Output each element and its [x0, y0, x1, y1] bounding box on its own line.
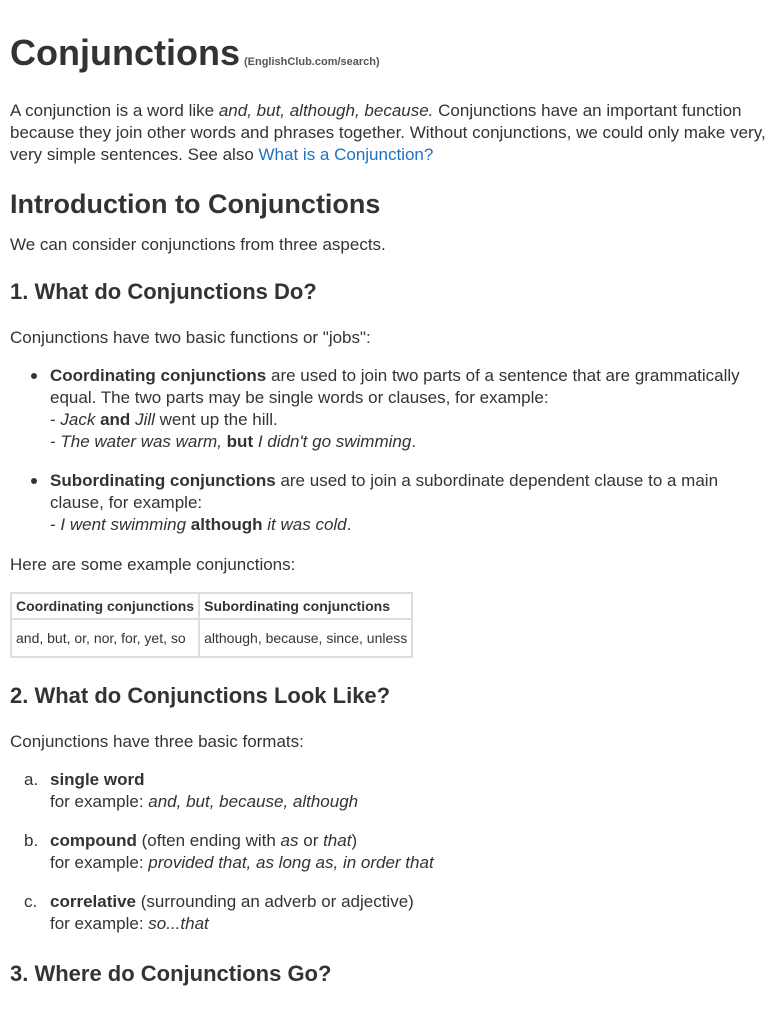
coordinating-desc: are used to join two parts of a sentence that are grammatically equal. The two parts may be single words or clauses, for example: — [50, 366, 740, 407]
coord-ex1-a: Jack — [60, 410, 96, 429]
coordinating-term: Coordinating conjunctions — [50, 366, 267, 385]
coord-ex2-end: . — [411, 432, 417, 451]
section3-heading: 3. Where do Conjunctions Go? — [10, 961, 332, 986]
title-text: Conjunctions — [10, 32, 240, 73]
format-note-pre: (surrounding an adverb or adjective) — [136, 892, 414, 911]
intro-part1: A conjunction is a word like — [10, 101, 219, 120]
coord-ex1-conj: and — [100, 410, 131, 429]
intro-examples: and, but, although, because. — [218, 101, 434, 120]
format-example-label: for example: — [50, 792, 149, 811]
subord-ex1-a: I went swimming — [60, 515, 187, 534]
list-marker: a. — [24, 770, 39, 789]
examples-table — [10, 592, 413, 658]
format-example-label: for example: — [50, 853, 149, 872]
section1-heading: 1. What do Conjunctions Do? — [10, 279, 317, 304]
format-term: correlative — [50, 892, 136, 911]
source-tag: (EnglishClub.com/search) — [243, 56, 380, 68]
coord-ex2-conj: but — [226, 432, 254, 451]
coord-ex1-dash: - — [50, 410, 61, 429]
page-title — [10, 0, 768, 82]
subord-ex1-dash: - — [50, 515, 61, 534]
table-row — [11, 619, 412, 657]
list-marker: c. — [24, 892, 38, 911]
subord-ex1-b: it was cold — [267, 515, 347, 534]
intro-part2: Conjunctions have an important function because they join other words and phrases together. Without conjunctions, we could only make very, very simple sentences. See also — [10, 101, 766, 164]
subord-ex1-end: . — [346, 515, 352, 534]
coord-ex1-b: Jill — [135, 410, 155, 429]
format-example: and, but, because, although — [148, 792, 359, 811]
format-example: so...that — [148, 914, 209, 933]
intro-paragraph — [10, 100, 768, 166]
format-note-post: ) — [351, 831, 358, 850]
list-item-single-word — [10, 769, 768, 813]
table-header-subordinating: Subordinating conjunctions — [199, 593, 412, 619]
list-item-compound — [10, 830, 768, 874]
list-marker: b. — [24, 831, 39, 850]
subord-ex1-conj: although — [190, 515, 263, 534]
format-note-italic-2: that — [323, 831, 352, 850]
subordinating-term: Subordinating conjunctions — [50, 471, 276, 490]
table-header-coordinating: Coordinating conjunctions — [11, 593, 199, 619]
table-cell-subordinating: although, because, since, unless — [199, 619, 412, 657]
coord-ex2-dash: - — [50, 432, 61, 451]
intro-heading: Introduction to Conjunctions — [10, 189, 381, 219]
coord-ex1-rest: went up the hill. — [154, 410, 278, 429]
coord-ex2-a: The water was warm, — [60, 432, 222, 451]
format-term: single word — [50, 770, 145, 789]
what-is-conjunction-link[interactable]: What is a Conjunction? — [258, 145, 434, 164]
table-header-row — [11, 593, 412, 619]
format-term: compound — [50, 831, 137, 850]
bullet-icon — [31, 373, 37, 379]
coord-ex2-b: I didn't go swimming — [257, 432, 412, 451]
bullet-icon — [31, 478, 37, 484]
format-example: provided that, as long as, in order that — [148, 853, 434, 872]
formats-list — [10, 769, 768, 935]
functions-list — [10, 365, 768, 536]
list-item-subordinating — [10, 470, 768, 536]
format-note-pre: (often ending with — [136, 831, 281, 850]
section2-lead: Conjunctions have three basic formats: — [10, 732, 304, 751]
format-note-mid: or — [298, 831, 324, 850]
format-note-italic-1: as — [280, 831, 299, 850]
list-item-correlative — [10, 891, 768, 935]
table-cell-coordinating: and, but, or, nor, for, yet, so — [11, 619, 199, 657]
table-lead: Here are some example conjunctions: — [10, 555, 296, 574]
format-example-label: for example: — [50, 914, 149, 933]
subordinating-desc: are used to join a subordinate dependent clause to a main clause, for example: — [50, 471, 719, 512]
list-item-coordinating — [10, 365, 768, 453]
section2-heading: 2. What do Conjunctions Look Like? — [10, 683, 391, 708]
section1-lead: Conjunctions have two basic functions or "jobs": — [10, 328, 371, 347]
intro-aspects-text: We can consider conjunctions from three aspects. — [10, 235, 386, 254]
